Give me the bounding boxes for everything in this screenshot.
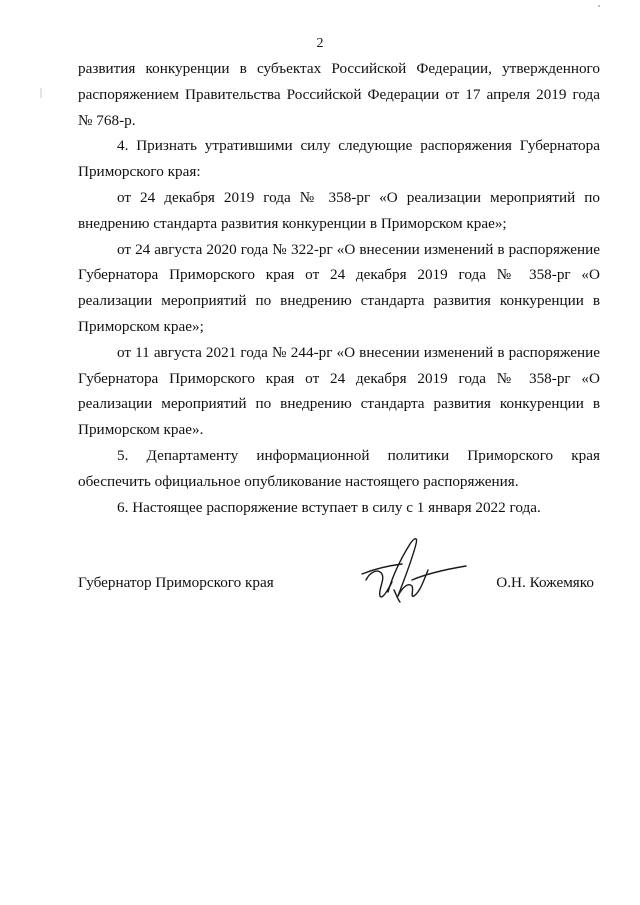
paragraph-item-5: 5. Департаменту информационной политики Приморского края обеспечить официальное опубликование настоящего распоряжения.	[78, 446, 600, 490]
paragraph-repealed-order-2021: от 11 августа 2021 года № 244-рг «О внесении изменений в распоряжение Губернатора Приморского края от 24 декабря 2019 года № 358-рг «О реализации мероприятий по внедрению стандарта развития конкуренции в Приморском крае».	[78, 343, 600, 439]
paragraph-item-4: 4. Признать утратившими силу следующие распоряжения Губернатора Приморского края:	[78, 137, 600, 181]
paragraph-repealed-order-2019: от 24 декабря 2019 года № 358-рг «О реализации мероприятий по внедрению стандарта развития конкуренции в Приморском крае»;	[78, 188, 600, 232]
signer-title: Губернатор Приморского края	[78, 574, 274, 591]
document-body	[78, 56, 600, 520]
scan-speck	[598, 5, 600, 7]
page-number: 2	[316, 36, 324, 51]
paragraph-continuation: развития конкуренции в субъектах Российской Федерации, утвержденного распоряжением Правительства Российской Федерации от 17 апреля 2019 года № 768-р.	[78, 60, 600, 129]
paragraph-repealed-order-2020: от 24 августа 2020 года № 322-рг «О внесении изменений в распоряжение Губернатора Приморского края от 24 декабря 2019 года № 358-рг «О реализации мероприятий по внедрению стандарта развития конкуренции в Приморском крае»;	[78, 240, 600, 335]
signature-block	[78, 570, 600, 600]
signer-name: О.Н. Кожемяко	[496, 574, 594, 591]
scan-margin-mark	[40, 88, 42, 98]
paragraph-item-6: 6. Настоящее распоряжение вступает в силу с 1 января 2022 года.	[117, 498, 541, 516]
